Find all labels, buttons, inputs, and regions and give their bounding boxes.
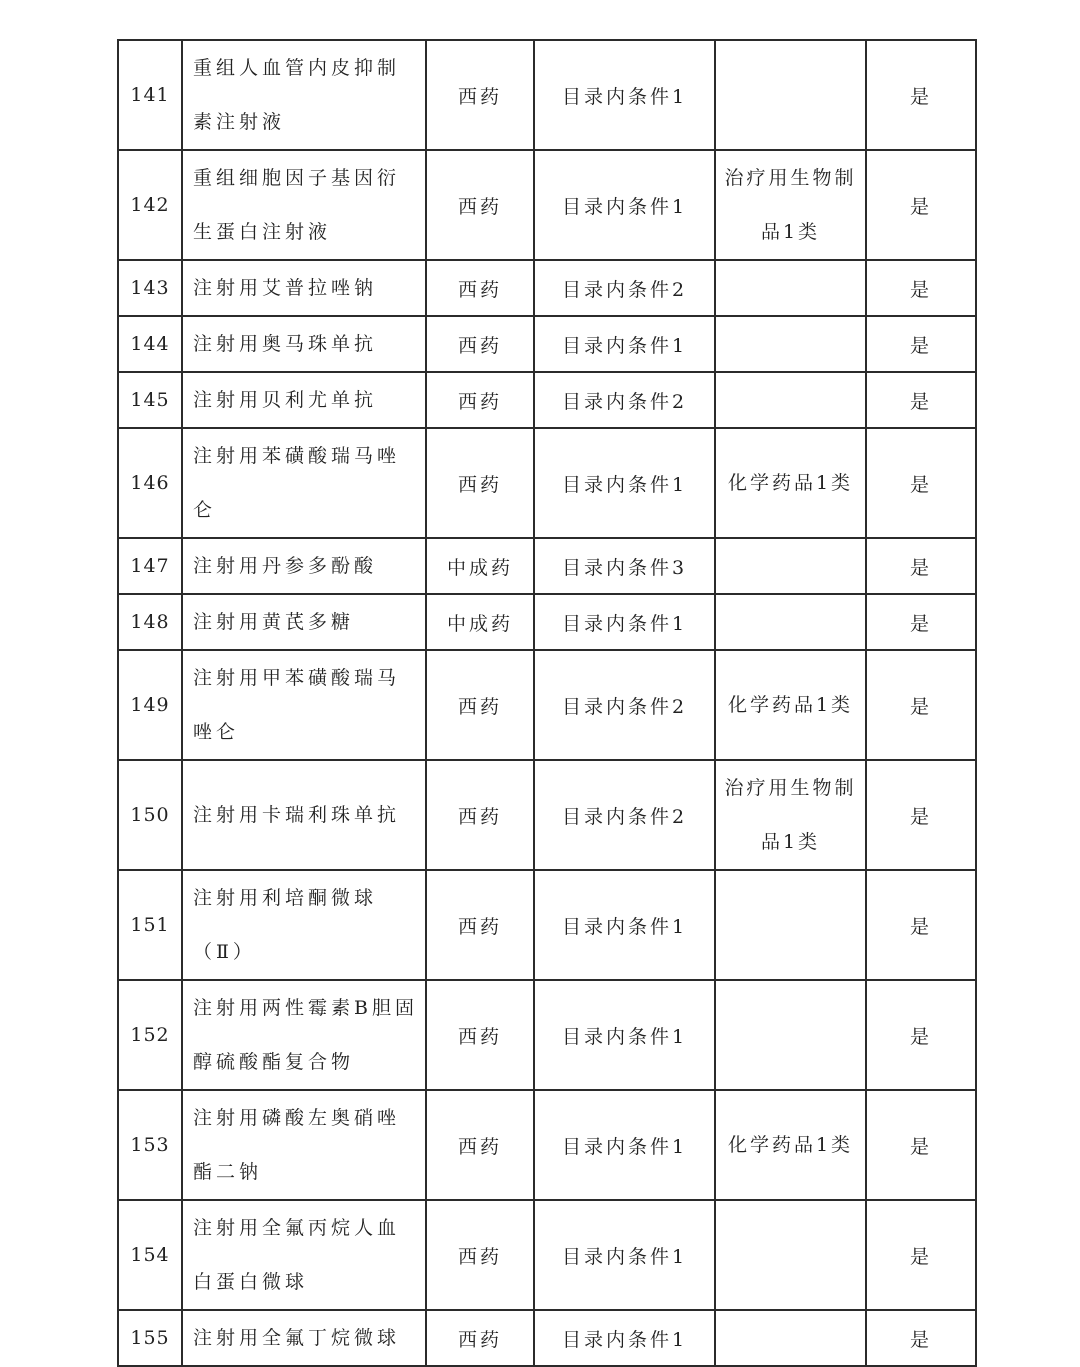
flag: 是 (866, 372, 976, 428)
catalog-scope: 目录内条件1 (534, 1310, 715, 1366)
catalog-scope: 目录内条件1 (534, 870, 715, 980)
table-row (118, 1310, 976, 1366)
row-number: 152 (118, 980, 182, 1090)
table-row (118, 760, 976, 870)
drug-category (715, 316, 866, 372)
drug-type: 西药 (426, 870, 534, 980)
row-number: 150 (118, 760, 182, 870)
catalog-scope: 目录内条件1 (534, 1200, 715, 1310)
drug-type: 西药 (426, 40, 534, 150)
drug-category (715, 40, 866, 150)
flag: 是 (866, 1200, 976, 1310)
table-row (118, 40, 976, 150)
drug-name: 注射用卡瑞利珠单抗 (182, 760, 426, 870)
row-number: 153 (118, 1090, 182, 1200)
table-row (118, 1200, 976, 1310)
row-number: 155 (118, 1310, 182, 1366)
flag: 是 (866, 870, 976, 980)
drug-category: 化学药品1类 (715, 1090, 866, 1200)
flag: 是 (866, 260, 976, 316)
flag: 是 (866, 316, 976, 372)
drug-category: 化学药品1类 (715, 650, 866, 760)
table-row (118, 260, 976, 316)
catalog-scope: 目录内条件2 (534, 760, 715, 870)
drug-category: 治疗用生物制品1类 (715, 760, 866, 870)
drug-category (715, 372, 866, 428)
drug-type: 西药 (426, 428, 534, 538)
drug-type: 西药 (426, 260, 534, 316)
catalog-scope: 目录内条件1 (534, 150, 715, 260)
drug-type: 西药 (426, 980, 534, 1090)
table-row (118, 150, 976, 260)
catalog-scope: 目录内条件3 (534, 538, 715, 594)
drug-name: 注射用黄芪多糖 (182, 594, 426, 650)
table-row (118, 870, 976, 980)
flag: 是 (866, 538, 976, 594)
table-row (118, 538, 976, 594)
drug-name: 注射用利培酮微球（Ⅱ） (182, 870, 426, 980)
flag: 是 (866, 150, 976, 260)
flag: 是 (866, 40, 976, 150)
table-row (118, 428, 976, 538)
drug-name: 注射用奥马珠单抗 (182, 316, 426, 372)
drug-category (715, 538, 866, 594)
catalog-scope: 目录内条件1 (534, 1090, 715, 1200)
drug-name: 注射用丹参多酚酸 (182, 538, 426, 594)
flag: 是 (866, 980, 976, 1090)
table-row (118, 372, 976, 428)
flag: 是 (866, 428, 976, 538)
table-row (118, 316, 976, 372)
row-number: 151 (118, 870, 182, 980)
row-number: 141 (118, 40, 182, 150)
row-number: 148 (118, 594, 182, 650)
drug-name: 注射用两性霉素B胆固醇硫酸酯复合物 (182, 980, 426, 1090)
drug-name: 重组人血管内皮抑制素注射液 (182, 40, 426, 150)
drug-category: 治疗用生物制品1类 (715, 150, 866, 260)
row-number: 145 (118, 372, 182, 428)
drug-category (715, 1200, 866, 1310)
flag: 是 (866, 650, 976, 760)
flag: 是 (866, 1090, 976, 1200)
drug-category (715, 980, 866, 1090)
drug-category (715, 260, 866, 316)
drug-type: 中成药 (426, 538, 534, 594)
row-number: 146 (118, 428, 182, 538)
drug-category: 化学药品1类 (715, 428, 866, 538)
row-number: 143 (118, 260, 182, 316)
table-row (118, 1090, 976, 1200)
drug-list-table (117, 39, 977, 1367)
drug-category (715, 594, 866, 650)
catalog-scope: 目录内条件2 (534, 372, 715, 428)
drug-name: 注射用甲苯磺酸瑞马唑仑 (182, 650, 426, 760)
catalog-scope: 目录内条件2 (534, 650, 715, 760)
catalog-scope: 目录内条件2 (534, 260, 715, 316)
drug-type: 西药 (426, 372, 534, 428)
catalog-scope: 目录内条件1 (534, 316, 715, 372)
drug-type: 西药 (426, 150, 534, 260)
drug-type: 西药 (426, 760, 534, 870)
flag: 是 (866, 1310, 976, 1366)
drug-name: 注射用贝利尤单抗 (182, 372, 426, 428)
drug-name: 注射用苯磺酸瑞马唑仑 (182, 428, 426, 538)
catalog-scope: 目录内条件1 (534, 594, 715, 650)
flag: 是 (866, 594, 976, 650)
drug-category (715, 1310, 866, 1366)
table-row (118, 594, 976, 650)
drug-type: 西药 (426, 316, 534, 372)
drug-type: 中成药 (426, 594, 534, 650)
row-number: 154 (118, 1200, 182, 1310)
catalog-scope: 目录内条件1 (534, 980, 715, 1090)
flag: 是 (866, 760, 976, 870)
drug-name: 注射用全氟丁烷微球 (182, 1310, 426, 1366)
drug-name: 注射用磷酸左奥硝唑酯二钠 (182, 1090, 426, 1200)
catalog-scope: 目录内条件1 (534, 40, 715, 150)
drug-name: 重组细胞因子基因衍生蛋白注射液 (182, 150, 426, 260)
drug-category (715, 870, 866, 980)
row-number: 144 (118, 316, 182, 372)
drug-name: 注射用艾普拉唑钠 (182, 260, 426, 316)
catalog-scope: 目录内条件1 (534, 428, 715, 538)
drug-type: 西药 (426, 1200, 534, 1310)
table-row (118, 980, 976, 1090)
drug-name: 注射用全氟丙烷人血白蛋白微球 (182, 1200, 426, 1310)
row-number: 147 (118, 538, 182, 594)
drug-type: 西药 (426, 1090, 534, 1200)
drug-type: 西药 (426, 650, 534, 760)
drug-type: 西药 (426, 1310, 534, 1366)
row-number: 142 (118, 150, 182, 260)
row-number: 149 (118, 650, 182, 760)
table-row (118, 650, 976, 760)
